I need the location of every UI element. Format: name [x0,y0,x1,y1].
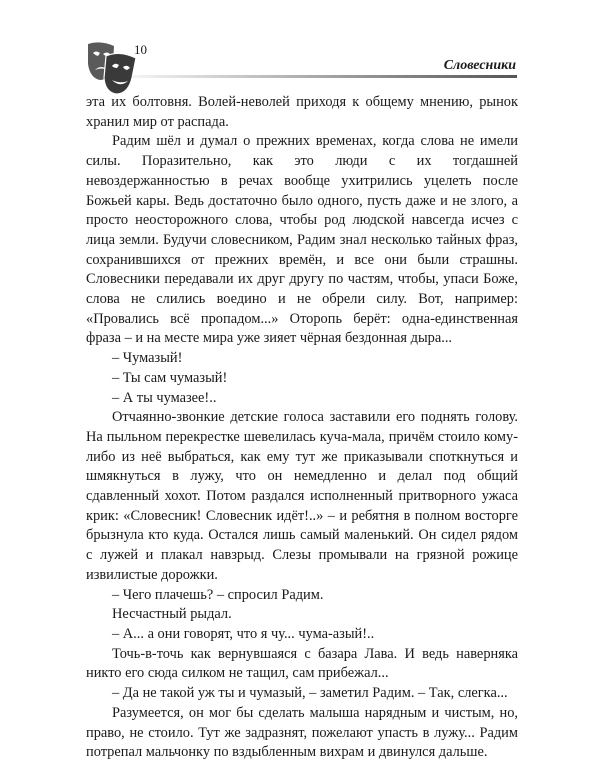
dialogue-line: – Чего плачешь? – спросил Радим. [112,586,324,603]
running-title: Словесники [443,58,516,73]
paragraph: эта их болтовня. Волей-неволей приходя к общему мнению, рынок хранил мир от распада. [86,94,518,130]
body-text [86,93,518,763]
dialogue-line: – Ты сам чумазый! [112,369,228,386]
header-rule [132,75,517,78]
paragraph: Несчастный рыдал. [112,606,232,623]
dialogue-line: – Чумазый! [112,350,183,367]
page-number: 10 [134,42,147,57]
paragraph: Точь-в-точь как вернувшаяся с базара Лава. И ведь наверняка никто его сюда силком не тащил, сам прибежал... [86,645,518,682]
dialogue-line: – Да не такой уж ты и чумазый, – заметил Радим. – Так, слегка... [112,685,508,702]
paragraph: Отчаянно-звонкие детские голоса заставили его поднять голову. На пыльном перекрестке шевелилась куча-мала, причём стоило кому-либо из неё выбраться, как ему тут же приказывали споткнуться и шмякнуться в лужу, что он немедленно и делал под общий сдавленный хохот. Потом раздался исполненный притворного ужаса крик: «Словесник! Словесник идёт!..» – и ребятня в полном восторге брызнула кто куда. Остался лишь самый маленький. Он сидел рядом с лужей и плакал навзрыд. Слезы промывали на грязной рожице извилистые дорожки. [86,409,518,583]
dialogue-line: – А ты чумазее!.. [112,389,217,406]
theatre-masks-icon [86,40,138,96]
paragraph: Радим шёл и думал о прежних временах, когда слова не имели силы. Поразительно, как это люди с их тогдашней невоздержанностью в речах вообще ухитрились уцелеть после Божьей кары. Ведь достаточно было одного, пусть даже и не злого, а просто неосторожного слова, чтобы род людской навсегда исчез с лица земли. Будучи словесником, Радим знал несколько тайных фраз, сохранившихся от прежних времён, и все они были страшны. Словесники передавали их друг другу по частям, чтобы, упаси Боже, слова не слились воедино и не обрели силу. Вот, например: «Провались всё пропадом...» Оторопь берёт: одна-единственная фраза – и на месте мира уже зияет чёрная бездонная дыра... [86,133,518,347]
paragraph: Разумеется, он мог бы сделать малыша нарядным и чистым, но, право, не стоило. Тут же задразнят, пожелают упасть в лужу... Радим потрепал мальчонку по вздыбленным вихрам и двинулся дальше. [86,704,518,761]
dialogue-line: – А... а они говорят, что я чу... чума-азый!.. [112,625,375,642]
